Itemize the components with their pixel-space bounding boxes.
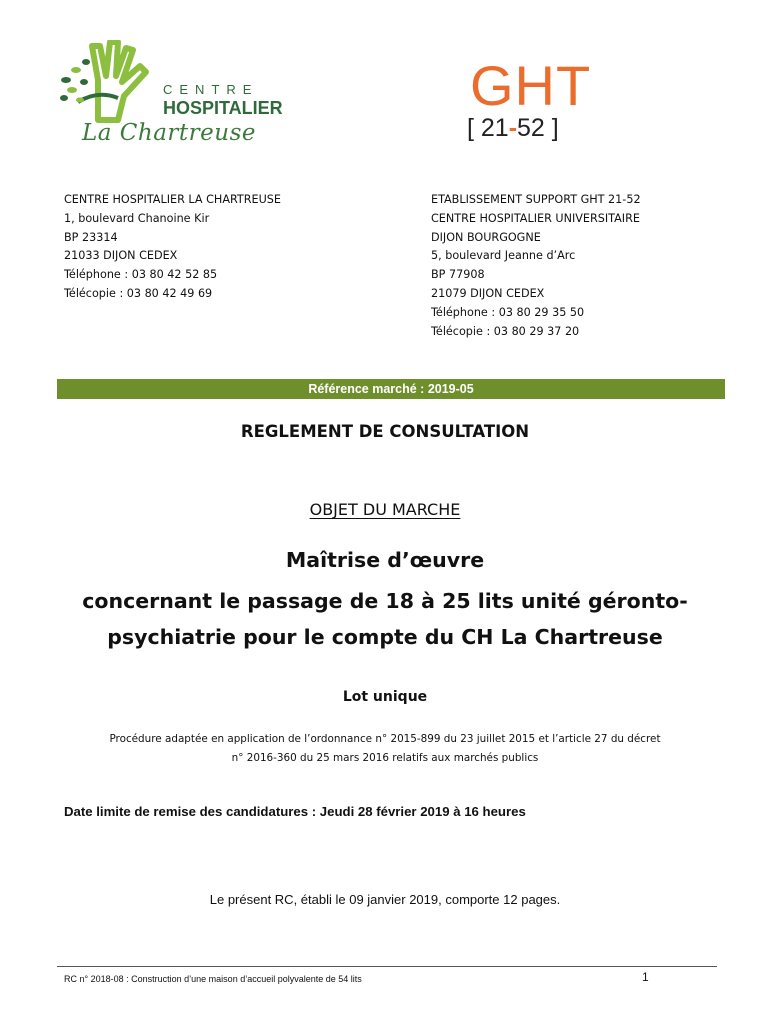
address-right-line: Téléphone : 03 80 29 35 50 [431,305,585,319]
subject-line: psychiatrie pour le compte du CH La Chartreuse [107,625,663,649]
address-right-line: DIJON BOURGOGNE [431,230,541,244]
lot-label: Lot unique [342,689,428,705]
objet-heading [0,500,770,519]
address-left-line: 1, boulevard Chanoine Kir [64,211,210,225]
reference-bar: Référence marché : 2019-05 [57,379,725,399]
deadline-text: Date limite de remise des candidatures : Jeudi 28 février 2019 à 16 heures [64,804,526,819]
address-left-line: BP 23314 [64,230,118,244]
ght-logo-sub-close: 52 ] [517,114,559,142]
footer-divider [57,966,717,967]
address-right-line: ETABLISSEMENT SUPPORT GHT 21-52 [431,193,641,206]
objet-label: OBJET DU MARCHE [309,500,461,519]
rc-note: Le présent RC, établi le 09 janvier 2019, comporte 12 pages. [209,892,561,907]
hand-leaves-icon [58,40,168,130]
address-right-line: CENTRE HOSPITALIER UNIVERSITAIRE [431,211,640,225]
address-left-line: 21033 DIJON CEDEX [64,249,178,263]
ght-logo-sub [467,114,559,143]
chlc-logo-line2: HOSPITALIER [163,98,283,118]
address-left-line: CENTRE HOSPITALIER LA CHARTREUSE [64,193,281,206]
ght-logo-main: GHT [470,54,592,117]
chlc-logo [58,40,283,150]
address-left-line: Télécopie : 03 80 42 49 69 [64,286,213,300]
address-right-line: BP 77908 [431,268,485,282]
footer-text: RC n° 2018-08 : Construction d’une maison d’accueil polyvalente de 54 lits [64,974,362,984]
address-right [431,191,641,341]
address-left-line: Téléphone : 03 80 42 52 85 [64,268,218,282]
chlc-logo-line1: CENTRE [163,82,259,97]
subject-line: Maîtrise d’œuvre [285,548,485,572]
chlc-logo-line3: La Chartreuse [82,120,256,146]
ght-logo-sub-dash: - [508,114,518,142]
address-right-line: Télécopie : 03 80 29 37 20 [431,324,580,338]
ght-logo-sub-open: [ 21 [467,114,509,142]
procedure-line: n° 2016-360 du 25 mars 2016 relatifs aux marchés publics [231,752,539,764]
page-number: 1 [642,970,649,984]
address-right-line: 21079 DIJON CEDEX [431,286,545,300]
address-left [64,191,281,304]
ght-logo [465,54,605,157]
subject-line: concernant le passage de 18 à 25 lits unité géronto- [82,589,688,613]
document-title: REGLEMENT DE CONSULTATION [240,422,530,441]
procedure-line: Procédure adaptée en application de l’ordonnance n° 2015-899 du 23 juillet 2015 et l’article 27 du décret [109,733,661,745]
address-right-line: 5, boulevard Jeanne d’Arc [431,249,576,263]
